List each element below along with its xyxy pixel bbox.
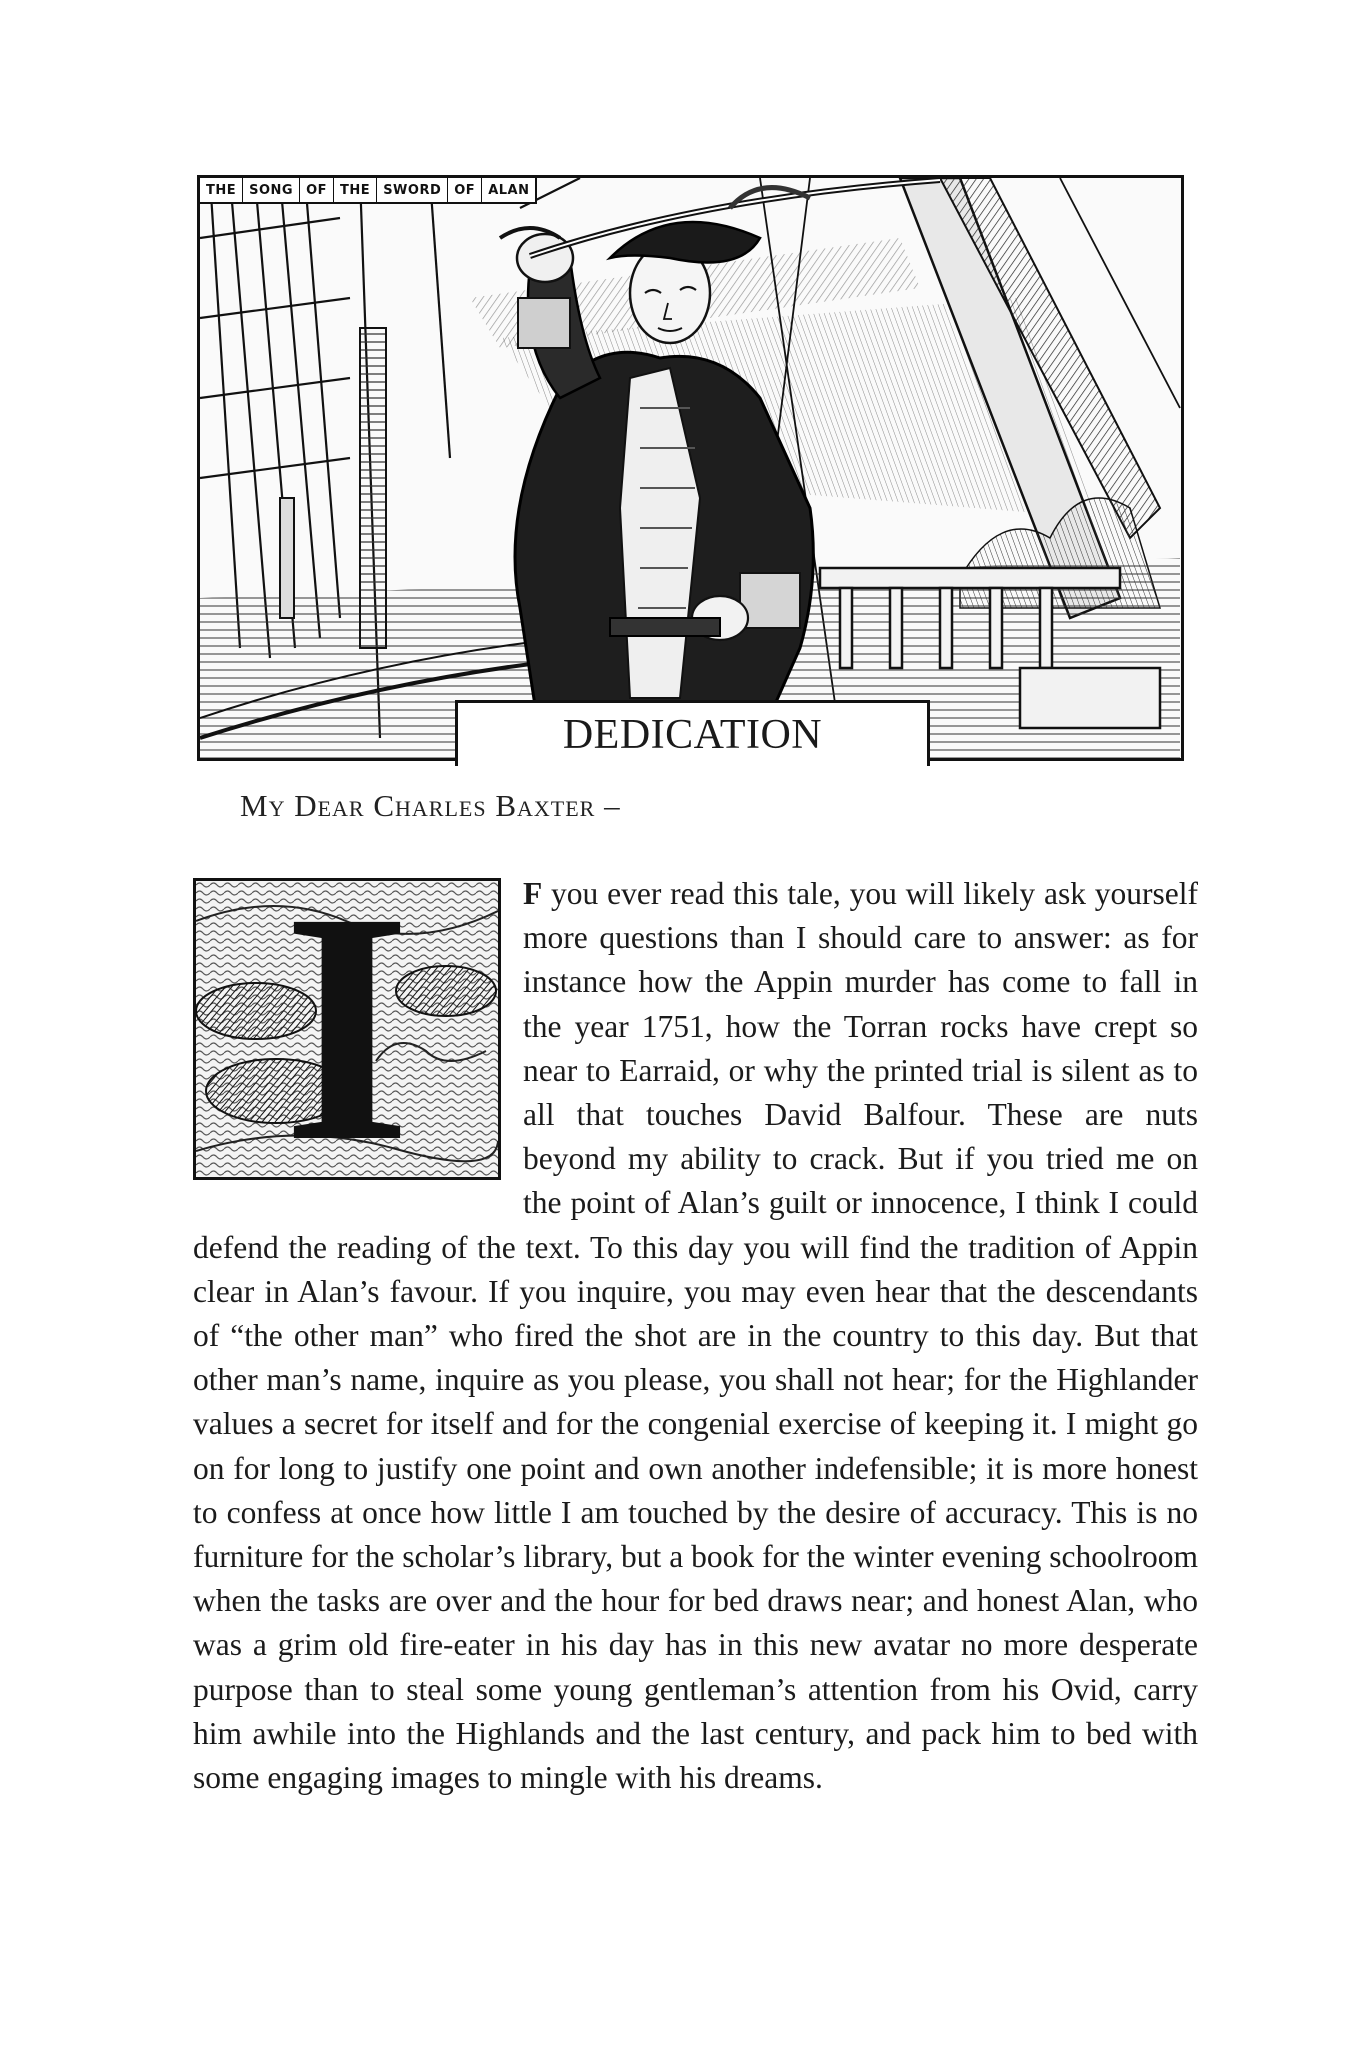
caption-word: ALAN bbox=[488, 182, 530, 198]
header-illustration bbox=[197, 175, 1184, 761]
caption-word: SWORD bbox=[377, 178, 448, 202]
caption-word: THE bbox=[200, 178, 243, 202]
caption-word: OF bbox=[300, 178, 334, 202]
lead-letter: F bbox=[523, 876, 543, 911]
drop-cap-letter: I bbox=[282, 878, 412, 1180]
illustration-caption bbox=[200, 178, 537, 204]
caption-word: THE bbox=[334, 178, 377, 202]
chapter-title-box bbox=[455, 700, 930, 766]
salutation: My Dear Charles Baxter – bbox=[240, 788, 621, 823]
dedication-body bbox=[193, 872, 1198, 1800]
chapter-title: DEDICATION bbox=[562, 711, 823, 758]
ship-deck-engraving bbox=[200, 178, 1181, 758]
dedication-text: you ever read this tale, you will likely ask yourself more questions than I should care to answer: as for instance how the Appin murder has come to fall in the year 1751, how the Torran rocks have crept so near to Earraid, or why the printed trial is silent as to all that touches David Balfour. These are nuts beyond my ability to crack. But if you tried me on the point of Alan’s guilt or innocence, I think I could defend the reading of the text. To this day you will find the tradition of Appin clear in Alan’s favour. If you inquire, you may even hear that the descendants of “the other man” who fired the shot are in the country to this day. But that other man’s name, inquire as you please, you shall not hear; for the Highlander values a secret for itself and for the congenial exercise of keeping it. I might go on for long to justify one point and own another indefensible; it is more honest to confess at once how little I am touched by the desire of accuracy. This is no furniture for the scholar’s library, but a book for the winter evening schoolroom when the tasks are over and the hour for bed draws near; and honest Alan, who was a grim old fire-eater in his day has in this new avatar no more desperate purpose than to steal some young gentleman’s attention from his Ovid, carry him awhile into the Highlands and the last century, and pack him to bed with some engaging images to mingle with his dreams. bbox=[193, 876, 1198, 1796]
caption-word: SONG bbox=[243, 178, 300, 202]
caption-word: OF bbox=[448, 178, 482, 202]
drop-cap-illustration bbox=[193, 878, 501, 1180]
